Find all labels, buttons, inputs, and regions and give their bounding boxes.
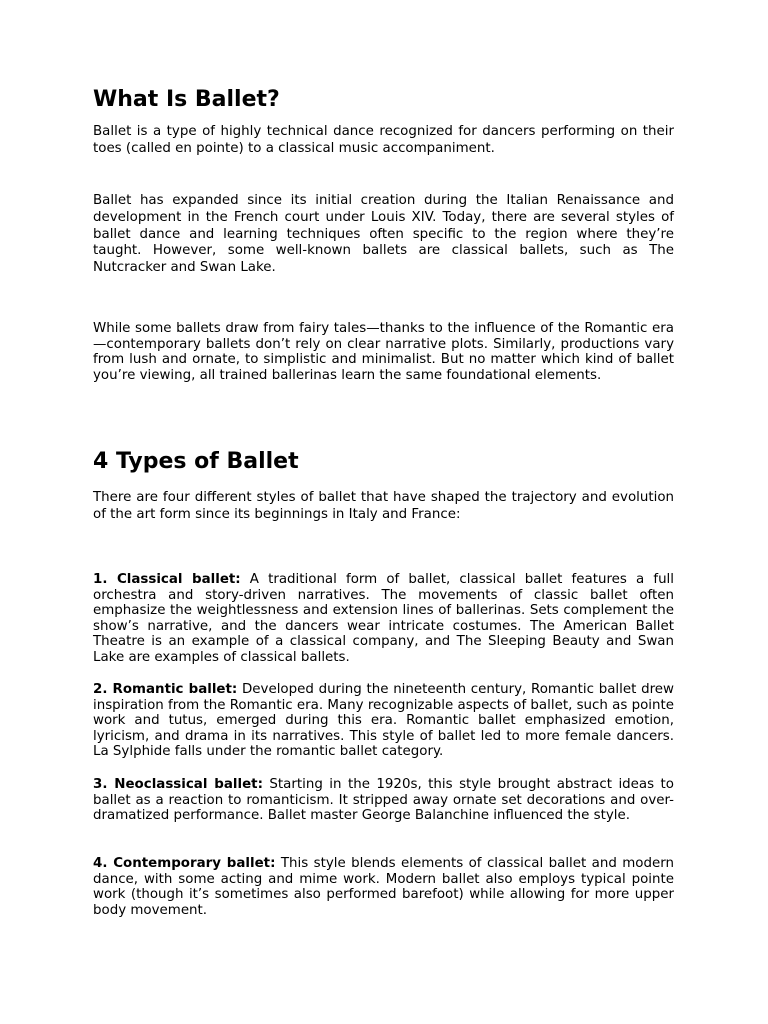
label-romantic-ballet: 2. Romantic ballet:: [93, 682, 238, 697]
list-item-contemporary-ballet: [93, 856, 674, 918]
label-neoclassical-ballet: 3. Neoclassical ballet:: [93, 777, 263, 792]
list-item-romantic-ballet: [93, 682, 674, 760]
paragraph-ballet-narratives: While some ballets draw from fairy tales—thanks to the influence of the Romantic era—contemporary ballets don’t rely on clear narrative plots. Similarly, productions vary from lush and ornate, to simplistic and minimalist. But no matter which kind of ballet you’re viewing, all trained ballerinas learn the same foundational elements.: [93, 321, 674, 383]
list-item-classical-ballet: [93, 572, 674, 666]
heading-what-is-ballet: What Is Ballet?: [93, 87, 280, 112]
text-contemporary-ballet: This style blends elements of classical ballet and modern dance, with some acting and mime work. Modern ballet also employs typical pointe work (though it’s sometimes also performed barefoot) while allowing for more upper body movement.: [93, 856, 674, 918]
label-classical-ballet: 1. Classical ballet:: [93, 572, 241, 587]
paragraph-ballet-history: Ballet has expanded since its initial creation during the Italian Renaissance and development in the French court under Louis XIV. Today, there are several styles of ballet dance and learning techniques often specific to the region where they’re taught. However, some well-known ballets are classical ballets, such as The Nutcracker and Swan Lake.: [93, 193, 674, 276]
text-classical-ballet: A traditional form of ballet, classical ballet features a full orchestra and story-driven narratives. The movements of classic ballet often emphasize the weightlessness and extension lines of ballerinas. Sets complement the show’s narrative, and the dancers wear intricate costumes. The American Ballet Theatre is an example of a classical company, and The Sleeping Beauty and Swan Lake are examples of classical ballets.: [93, 572, 674, 665]
paragraph-types-intro: There are four different styles of ballet that have shaped the trajectory and evolution of the art form since its beginnings in Italy and France:: [93, 490, 674, 522]
text-romantic-ballet: Developed during the nineteenth century, Romantic ballet drew inspiration from the Romantic era. Many recognizable aspects of ballet, such as pointe work and tutus, emerged during this era. Romantic ballet emphasized emotion, lyricism, and drama in its narratives. This style of ballet led to more female dancers. La Sylphide falls under the romantic ballet category.: [93, 682, 674, 760]
text-neoclassical-ballet: Starting in the 1920s, this style brought abstract ideas to ballet as a reaction to romanticism. It stripped away ornate set decorations and over-dramatized performance. Ballet master George Balanchine influenced the style.: [93, 777, 674, 824]
list-item-neoclassical-ballet: [93, 777, 674, 824]
heading-types-of-ballet: 4 Types of Ballet: [93, 449, 299, 474]
paragraph-ballet-definition: Ballet is a type of highly technical dance recognized for dancers performing on their toes (called en pointe) to a classical music accompaniment.: [93, 124, 674, 156]
label-contemporary-ballet: 4. Contemporary ballet:: [93, 856, 276, 871]
